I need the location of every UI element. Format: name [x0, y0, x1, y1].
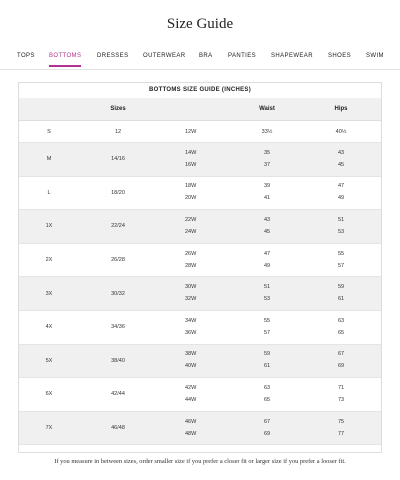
hips-cell: 47 — [337, 183, 345, 190]
waist-cell: 63 — [263, 384, 271, 391]
us-size-cell: 30/32 — [111, 290, 125, 297]
w-size-cell: 42W — [185, 384, 197, 391]
size-cell: L — [47, 189, 51, 196]
us-size-cell: 26/28 — [111, 257, 125, 264]
hips-cell: 45 — [337, 161, 345, 168]
w-size-cell: 32W — [185, 296, 197, 303]
us-size-cell: 12 — [114, 128, 122, 135]
w-size-cell: 18W — [185, 183, 197, 190]
waist-cell: 55 — [263, 317, 271, 324]
waist-cell: 33½ — [261, 128, 273, 135]
table-header — [19, 98, 381, 121]
waist-cell: 67 — [263, 418, 271, 425]
w-size-cell: 48W — [185, 430, 197, 437]
hips-cell: 65 — [337, 329, 345, 336]
hips-cell: 43 — [337, 149, 345, 156]
table-row — [19, 210, 381, 244]
hips-cell: 67 — [337, 351, 345, 358]
size-cell: 4X — [45, 324, 53, 331]
waist-cell: 59 — [263, 351, 271, 358]
hips-cell: 63 — [337, 317, 345, 324]
waist-cell: 69 — [263, 430, 271, 437]
tab-bottoms[interactable] — [49, 53, 81, 59]
w-size-cell: 26W — [185, 250, 197, 257]
category-tabs — [0, 46, 400, 70]
tab-tops[interactable]: TOPS — [17, 53, 35, 59]
us-size-cell: 22/24 — [111, 223, 125, 230]
waist-cell: 39 — [263, 183, 271, 190]
w-size-cell: 36W — [185, 329, 197, 336]
hips-cell: 69 — [337, 363, 345, 370]
hips-cell: 51 — [337, 216, 345, 223]
w-size-cell: 44W — [185, 396, 197, 403]
w-size-cell: 24W — [185, 228, 197, 235]
waist-cell: 41 — [263, 195, 271, 202]
size-cell: 6X — [45, 391, 53, 398]
w-size-cell: 14W — [185, 149, 197, 156]
tab-bra[interactable]: BRA — [199, 53, 213, 59]
page-title: Size Guide — [166, 16, 234, 32]
tab-shapewear[interactable]: SHAPEWEAR — [271, 53, 313, 59]
table-row — [19, 244, 381, 278]
table-row — [19, 345, 381, 379]
tab-swim[interactable]: SWIM — [366, 53, 384, 59]
hips-cell: 61 — [337, 296, 345, 303]
table-caption: BOTTOMS SIZE GUIDE (INCHES) — [19, 83, 381, 99]
tab-dresses[interactable]: DRESSES — [97, 53, 129, 59]
tab-panties[interactable]: PANTIES — [228, 53, 257, 59]
w-size-cell: 20W — [185, 195, 197, 202]
hips-cell: 75 — [337, 418, 345, 425]
w-size-cell: 12W — [185, 128, 197, 135]
header-hips: Hips — [334, 106, 348, 112]
w-size-cell: 16W — [185, 161, 197, 168]
waist-cell: 49 — [263, 262, 271, 269]
fit-footnote: If you measure in between sizes, order smaller size if you prefer a closer fit or larger size if you prefer a looser fit. — [54, 458, 346, 465]
size-guide-table — [18, 82, 382, 453]
table-row — [19, 311, 381, 345]
hips-cell: 49 — [337, 195, 345, 202]
us-size-cell: 18/20 — [111, 189, 125, 196]
hips-cell: 77 — [337, 430, 345, 437]
table-row — [19, 143, 381, 177]
tab-label: BOTTOMS — [49, 53, 82, 59]
header-waist: Waist — [259, 106, 275, 112]
waist-cell: 53 — [263, 296, 271, 303]
hips-cell: 59 — [337, 284, 345, 291]
w-size-cell: 28W — [185, 262, 197, 269]
w-size-cell: 22W — [185, 216, 197, 223]
table-row — [19, 277, 381, 311]
waist-cell: 45 — [263, 228, 271, 235]
us-size-cell: 34/36 — [111, 324, 125, 331]
size-cell: 3X — [45, 290, 53, 297]
hips-cell: 71 — [337, 384, 345, 391]
active-tab-underline — [49, 65, 81, 67]
hips-cell: 57 — [337, 262, 345, 269]
waist-cell: 43 — [263, 216, 271, 223]
us-size-cell: 42/44 — [111, 391, 125, 398]
size-cell: 5X — [45, 357, 53, 364]
tab-outerwear[interactable]: OUTERWEAR — [143, 53, 186, 59]
waist-cell: 61 — [263, 363, 271, 370]
waist-cell: 35 — [263, 149, 271, 156]
size-cell: S — [47, 128, 51, 135]
size-cell: M — [46, 156, 52, 163]
waist-cell: 57 — [263, 329, 271, 336]
tab-shoes[interactable]: SHOES — [328, 53, 352, 59]
table-row — [19, 378, 381, 412]
waist-cell: 37 — [263, 161, 271, 168]
waist-cell: 47 — [263, 250, 271, 257]
us-size-cell: 14/16 — [111, 156, 125, 163]
hips-cell: 40½ — [335, 128, 347, 135]
size-cell: 2X — [45, 257, 53, 264]
waist-cell: 65 — [263, 396, 271, 403]
waist-cell: 51 — [263, 284, 271, 291]
hips-cell: 53 — [337, 228, 345, 235]
table-row — [19, 177, 381, 211]
tabs-divider — [0, 69, 400, 70]
us-size-cell: 46/48 — [111, 425, 125, 432]
hips-cell: 55 — [337, 250, 345, 257]
w-size-cell: 40W — [185, 363, 197, 370]
header-sizes: Sizes — [110, 106, 126, 112]
w-size-cell: 34W — [185, 317, 197, 324]
table-row — [19, 121, 381, 143]
w-size-cell: 38W — [185, 351, 197, 358]
size-cell: 1X — [45, 223, 53, 230]
size-cell: 7X — [45, 425, 53, 432]
hips-cell: 73 — [337, 396, 345, 403]
w-size-cell: 30W — [185, 284, 197, 291]
w-size-cell: 46W — [185, 418, 197, 425]
table-row — [19, 412, 381, 446]
us-size-cell: 38/40 — [111, 357, 125, 364]
